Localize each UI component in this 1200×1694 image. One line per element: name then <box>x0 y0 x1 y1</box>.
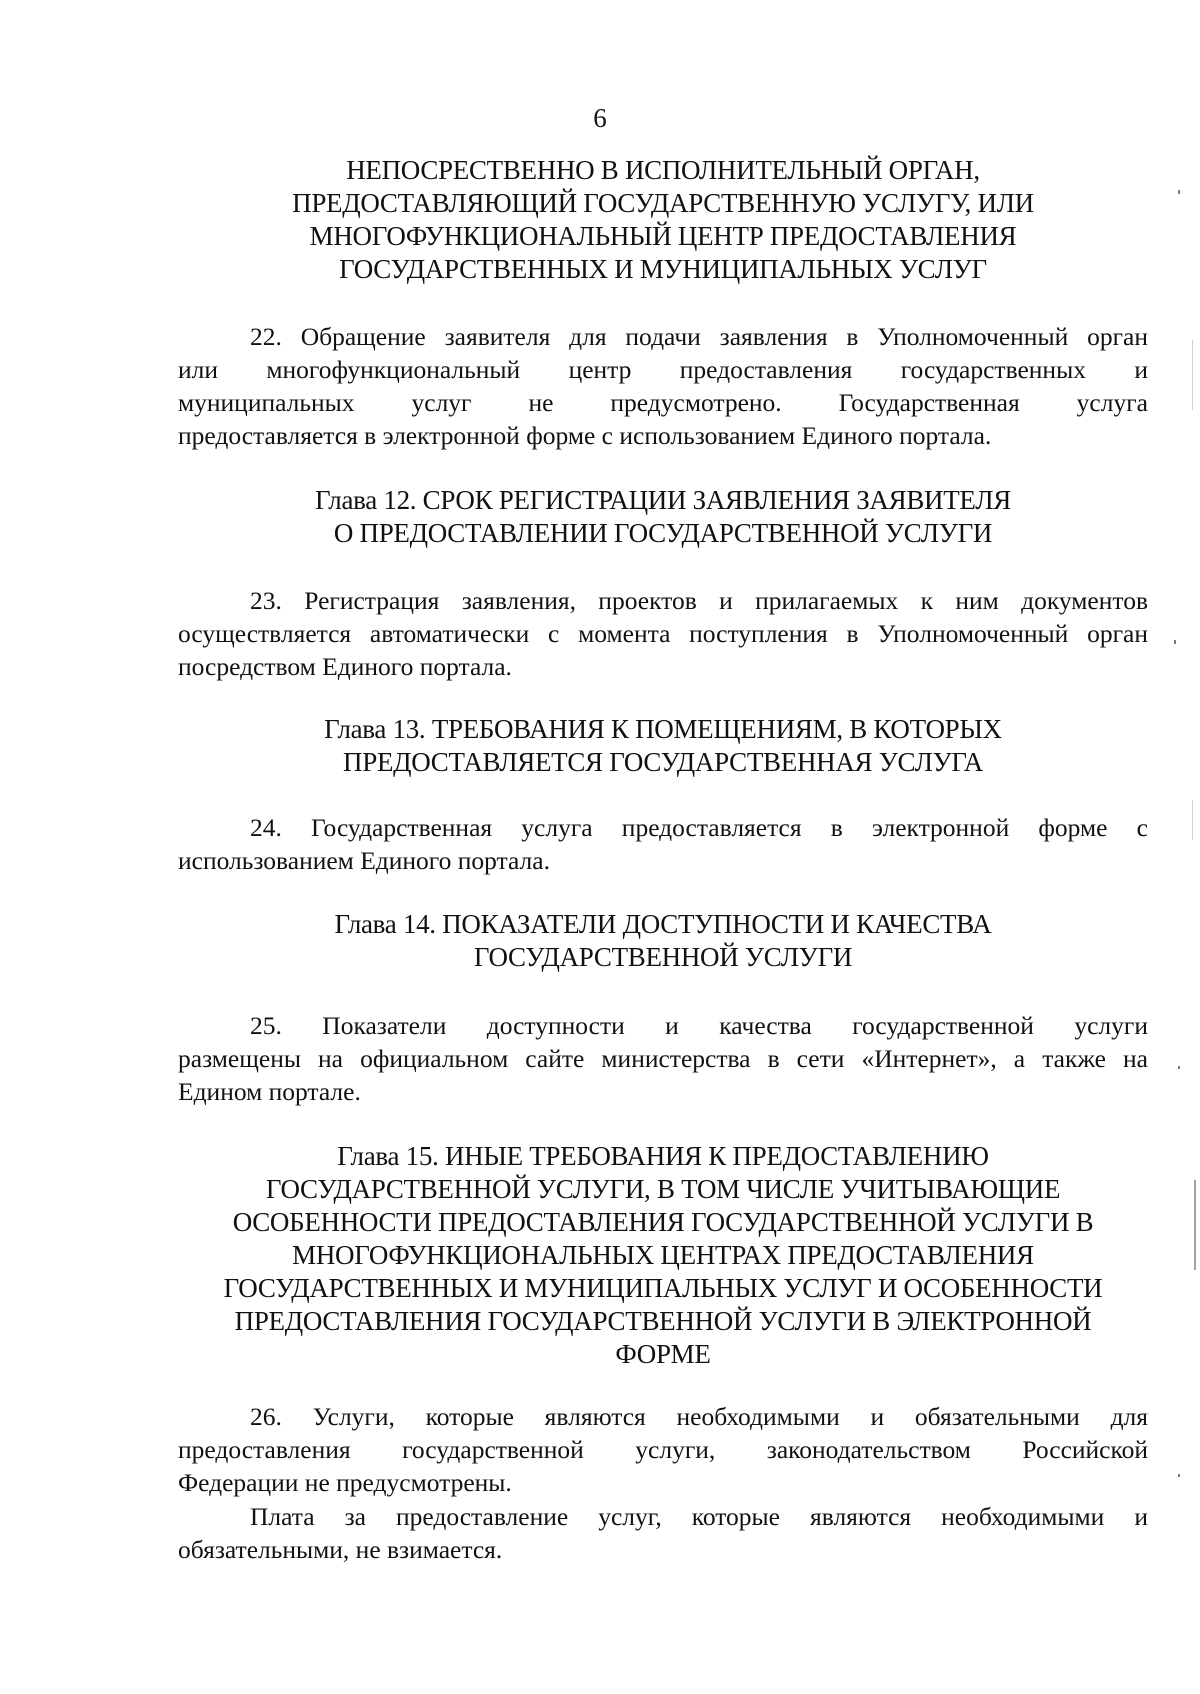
heading-line: Глава 14. ПОКАЗАТЕЛИ ДОСТУПНОСТИ И КАЧЕСТВА <box>334 909 992 939</box>
heading-line: НЕПОСРЕСТВЕННО В ИСПОЛНИТЕЛЬНЫЙ ОРГАН, <box>346 155 980 185</box>
paragraph-line: обязательными, не взимается. <box>178 1535 503 1564</box>
heading-chapter-12 <box>178 484 1148 550</box>
heading-line: ГОСУДАРСТВЕННОЙ УСЛУГИ <box>473 942 853 972</box>
heading-chapter-14 <box>178 908 1148 974</box>
paragraph-line: размещены на официальном сайте министерства в сети «Интернет», а также на <box>178 1044 1148 1073</box>
heading-line: ПРЕДОСТАВЛЯЮЩИЙ ГОСУДАРСТВЕННУЮ УСЛУГУ, ИЛИ <box>292 188 1034 218</box>
paragraph-line: Едином портале. <box>178 1077 361 1106</box>
heading-line: ОСОБЕННОСТИ ПРЕДОСТАВЛЕНИЯ ГОСУДАРСТВЕННОЙ УСЛУГИ В <box>232 1207 1094 1237</box>
scan-speck <box>1174 640 1176 644</box>
scan-speck <box>1178 190 1180 194</box>
heading-chapter-11 <box>178 154 1148 286</box>
scan-edge-line <box>1192 800 1193 840</box>
heading-chapter-13 <box>178 713 1148 779</box>
paragraph-line: предоставления государственной услуги, законодательством Российской <box>178 1435 1148 1464</box>
heading-line: ФОРМЕ <box>615 1339 711 1369</box>
heading-line: ГОСУДАРСТВЕННЫХ И МУНИЦИПАЛЬНЫХ УСЛУГ <box>339 254 987 284</box>
scan-speck <box>1178 1474 1180 1477</box>
paragraph-line: 26. Услуги, которые являются необходимыми и обязательными для <box>250 1402 1148 1431</box>
heading-line: МНОГОФУНКЦИОНАЛЬНЫХ ЦЕНТРАХ ПРЕДОСТАВЛЕНИЯ <box>292 1240 1034 1270</box>
paragraph-line: Федерации не предусмотрены. <box>178 1468 512 1497</box>
paragraph-22 <box>178 320 1148 452</box>
paragraph-line: 22. Обращение заявителя для подачи заявления в Уполномоченный орган <box>250 322 1148 351</box>
paragraph-26 <box>178 1400 1148 1499</box>
paragraph-line: 24. Государственная услуга предоставляется в электронной форме с <box>250 813 1148 842</box>
paragraph-line: посредством Единого портала. <box>178 652 512 681</box>
paragraph-line: предоставляется в электронной форме с использованием Единого портала. <box>178 421 992 450</box>
heading-line: МНОГОФУНКЦИОНАЛЬНЫЙ ЦЕНТР ПРЕДОСТАВЛЕНИЯ <box>309 221 1017 251</box>
heading-chapter-15 <box>178 1140 1148 1371</box>
heading-line: Глава 15. ИНЫЕ ТРЕБОВАНИЯ К ПРЕДОСТАВЛЕНИЮ <box>337 1141 989 1171</box>
heading-line: ПРЕДОСТАВЛЯЕТСЯ ГОСУДАРСТВЕННАЯ УСЛУГА <box>343 747 983 777</box>
paragraph-23 <box>178 584 1148 683</box>
paragraph-line: 25. Показатели доступности и качества государственной услуги <box>250 1011 1148 1040</box>
scan-edge-line <box>1194 1180 1196 1270</box>
paragraph-line: осуществляется автоматически с момента поступления в Уполномоченный орган <box>178 619 1148 648</box>
heading-line: ПРЕДОСТАВЛЕНИЯ ГОСУДАРСТВЕННОЙ УСЛУГИ В ЭЛЕКТРОННОЙ <box>234 1306 1092 1336</box>
paragraph-line: Плата за предоставление услуг, которые являются необходимыми и <box>250 1502 1148 1531</box>
heading-line: Глава 13. ТРЕБОВАНИЯ К ПОМЕЩЕНИЯМ, В КОТОРЫХ <box>324 714 1002 744</box>
paragraph-26-fee <box>178 1500 1148 1566</box>
paragraph-line: 23. Регистрация заявления, проектов и прилагаемых к ним документов <box>250 586 1148 615</box>
heading-line: ГОСУДАРСТВЕННЫХ И МУНИЦИПАЛЬНЫХ УСЛУГ И ОСОБЕННОСТИ <box>223 1273 1103 1303</box>
paragraph-line: использованием Единого портала. <box>178 846 550 875</box>
paragraph-line: муниципальных услуг не предусмотрено. Государственная услуга <box>178 388 1148 417</box>
heading-line: Глава 12. СРОК РЕГИСТРАЦИИ ЗАЯВЛЕНИЯ ЗАЯВИТЕЛЯ <box>315 485 1011 515</box>
page-number: 6 <box>593 103 607 133</box>
heading-line: О ПРЕДОСТАВЛЕНИИ ГОСУДАРСТВЕННОЙ УСЛУГИ <box>333 518 993 548</box>
scan-edge-line <box>1192 340 1193 410</box>
scan-speck <box>1178 1066 1180 1069</box>
heading-line: ГОСУДАРСТВЕННОЙ УСЛУГИ, В ТОМ ЧИСЛЕ УЧИТЫВАЮЩИЕ <box>265 1174 1061 1204</box>
paragraph-24 <box>178 811 1148 877</box>
paragraph-25 <box>178 1009 1148 1108</box>
paragraph-line: или многофункциональный центр предоставления государственных и <box>178 355 1148 384</box>
